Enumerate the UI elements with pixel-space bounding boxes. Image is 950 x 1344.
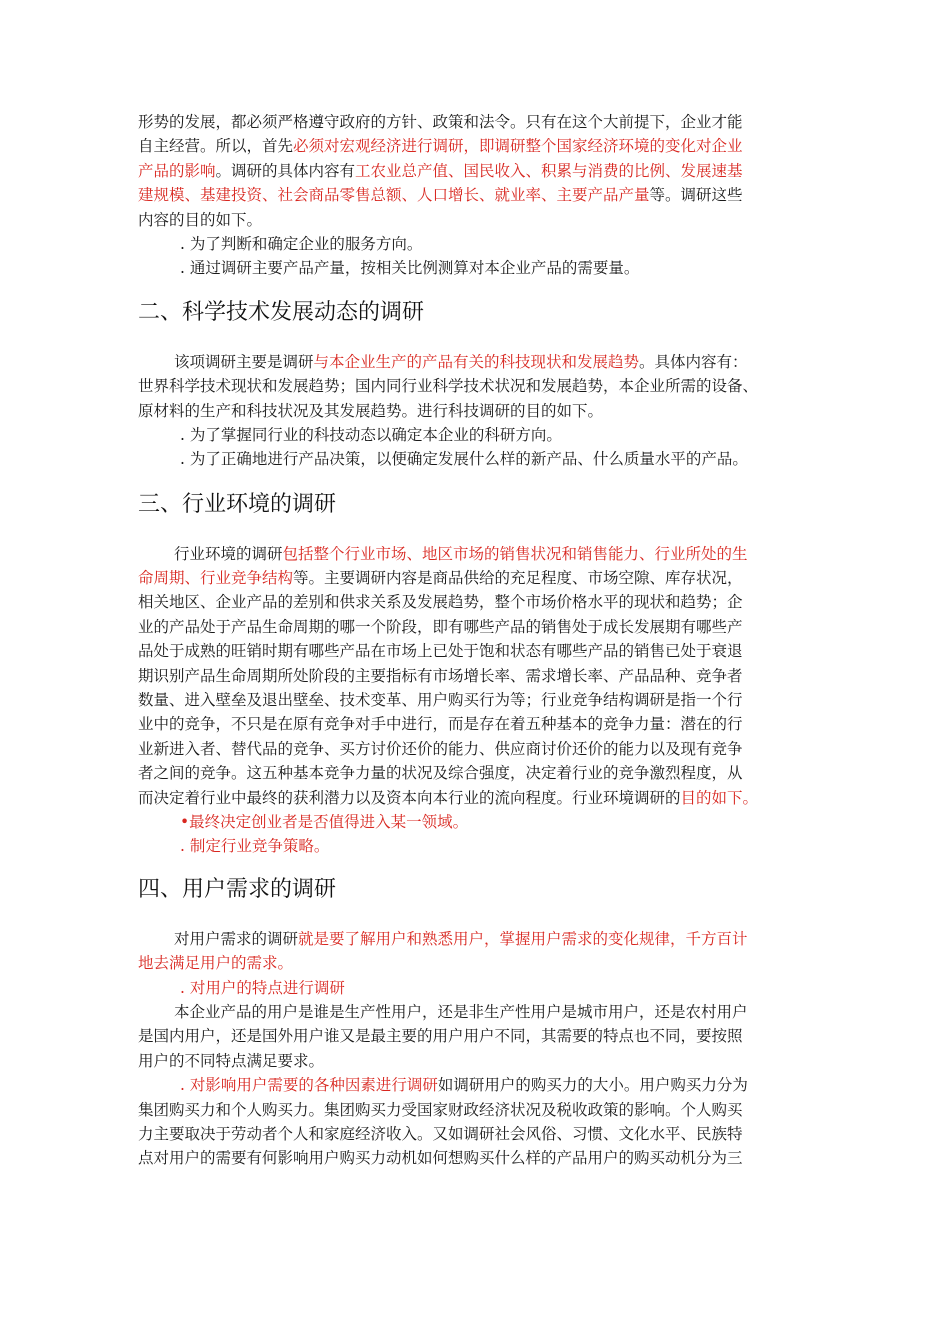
highlight-text: 工农业总产值、国民收入、积累与消费的比例、发展速基	[355, 161, 743, 180]
text-line: 行业环境的调研包括整个行业市场、地区市场的销售状况和销售能力、行业所处的生	[174, 544, 748, 563]
text-line: 是国内用户，还是国外用户谁又是最主要的用户用户不同，其需要的特点也不同，要按照	[138, 1027, 743, 1046]
highlight-text: 与本企业生产的产品有关的科技现状和发展趋势	[313, 352, 640, 371]
text-line: 业的产品处于产品生命周期的哪一个阶段，即有哪些产品的销售处于成长发展期有哪些产	[138, 617, 743, 636]
text-line: 原材料的生产和科技状况及其发展趋势。进行科技调研的目的如下。	[138, 401, 604, 420]
text-line: 内容的目的如下。	[138, 210, 263, 229]
purpose-item: •最终决定创业者是否值得进入某一领域。	[180, 812, 469, 831]
text-line: 业中的竞争，不只是在原有竞争对手中进行，而是存在着五种基本的竞争力量：潜在的行	[138, 715, 743, 734]
highlight-text: 产品的影响	[138, 161, 216, 180]
text-line: 世界科学技术现状和发展趋势；国内同行业科学技术状况和发展趋势，本企业所需的设备、	[138, 377, 759, 396]
purpose-item: . 通过调研主要产品产量，按相关比例测算对本企业产品的需要量。	[180, 259, 640, 278]
highlight-text: . 对影响用户需要的各种因素进行调研	[180, 1076, 438, 1095]
text-line: 该项调研主要是调研与本企业生产的产品有关的科技现状和发展趋势。具体内容有：	[174, 352, 748, 371]
tech-paragraph	[138, 350, 828, 472]
text-line: 数量、进入壁垒及退出壁垒、技术变革、用户购买行为等；行业竞争结构调研是指一个行	[138, 691, 743, 710]
intro-paragraph	[138, 110, 828, 281]
purpose-item: . 制定行业竞争策略。	[180, 837, 330, 856]
text-line: 集团购买力和个人购买力。集团购买力受国家财政经济状况及税收政策的影响。个人购买	[138, 1100, 743, 1119]
text-line: 点对用户的需要有何影响用户购买力动机如何想购买什么样的产品用户的购买动机分为三	[138, 1149, 743, 1168]
text-line: . 对影响用户需要的各种因素进行调研如调研用户的购买力的大小。用户购买力分为	[180, 1076, 748, 1095]
text-line: 产品的影响。调研的具体内容有工农业总产值、国民收入、积累与消费的比例、发展速基	[138, 161, 743, 180]
purpose-item: . 对用户的特点进行调研	[180, 978, 345, 997]
purpose-item: . 为了判断和确定企业的服务方向。	[180, 234, 423, 253]
text-line: 相关地区、企业产品的差别和供求关系及发展趋势，整个市场价格水平的现状和趋势；企	[138, 593, 743, 612]
text-line: 力主要取决于劳动者个人和家庭经济收入。又如调研社会风俗、习惯、文化水平、民族特	[138, 1124, 743, 1143]
text-line: 用户的不同特点满足要求。	[138, 1051, 325, 1070]
section-heading-industry: 三、行业环境的调研	[138, 491, 337, 517]
purpose-item: . 为了掌握同行业的科技动态以确定本企业的科研方向。	[180, 425, 562, 444]
text-line: 命周期、行业竞争结构等。主要调研内容是商品供给的充足程度、市场空隙、库存状况，	[138, 569, 743, 588]
text-line: 自主经营。所以，首先必须对宏观经济进行调研，即调研整个国家经济环境的变化对企业	[138, 137, 743, 156]
industry-paragraph	[138, 542, 828, 859]
highlight-text: 就是要了解用户和熟悉用户，掌握用户需求的变化规律，千方百计	[298, 929, 748, 948]
document-page	[138, 110, 828, 1171]
text-line: 业新进入者、替代品的竞争、买方讨价还价的能力、供应商讨价还价的能力以及现有竞争	[138, 739, 743, 758]
highlight-text: 建规模、基建投资、社会商品零售总额、人口增长、就业率、主要产品产量	[138, 186, 650, 205]
section-heading-user-demand: 四、用户需求的调研	[138, 876, 337, 902]
text-line: 品处于成熟的旺销时期有哪些产品在市场上已处于饱和状态有哪些产品的销售已处于衰退	[138, 642, 743, 661]
highlight-text: 命周期、行业竞争结构	[138, 569, 294, 588]
text-line: 者之间的竞争。这五种基本竞争力量的状况及综合强度，决定着行业的竞争激烈程度，从	[138, 764, 743, 783]
user-demand-paragraph	[138, 927, 828, 1171]
section-heading-tech: 二、科学技术发展动态的调研	[138, 299, 425, 325]
highlight-text: 必须对宏观经济进行调研，即调研整个国家经济环境的变化对企业	[293, 137, 743, 156]
text-line: 而决定着行业中最终的获利潜力以及资本向本行业的流向程度。行业环境调研的目的如下。	[138, 788, 759, 807]
text-line: 建规模、基建投资、社会商品零售总额、人口增长、就业率、主要产品产量等。调研这些	[138, 186, 743, 205]
text-line: 对用户需求的调研就是要了解用户和熟悉用户，掌握用户需求的变化规律，千方百计	[174, 929, 748, 948]
purpose-item: . 为了正确地进行产品决策，以便确定发展什么样的新产品、什么质量水平的产品。	[180, 450, 748, 469]
text-line: 形势的发展，都必须严格遵守政府的方针、政策和法令。只有在这个大前提下，企业才能	[138, 113, 743, 131]
text-line: 期识别产品生命周期所处阶段的主要指标有市场增长率、需求增长率、产品品种、竞争者	[138, 666, 743, 685]
highlight-text: 包括整个行业市场、地区市场的销售状况和销售能力、行业所处的生	[282, 544, 748, 563]
text-line: 本企业产品的用户是谁是生产性用户，还是非生产性用户是城市用户，还是农村用户	[174, 1002, 748, 1021]
highlight-text: 目的如下。	[680, 788, 759, 807]
text-line: 地去满足用户的需求。	[138, 954, 294, 973]
